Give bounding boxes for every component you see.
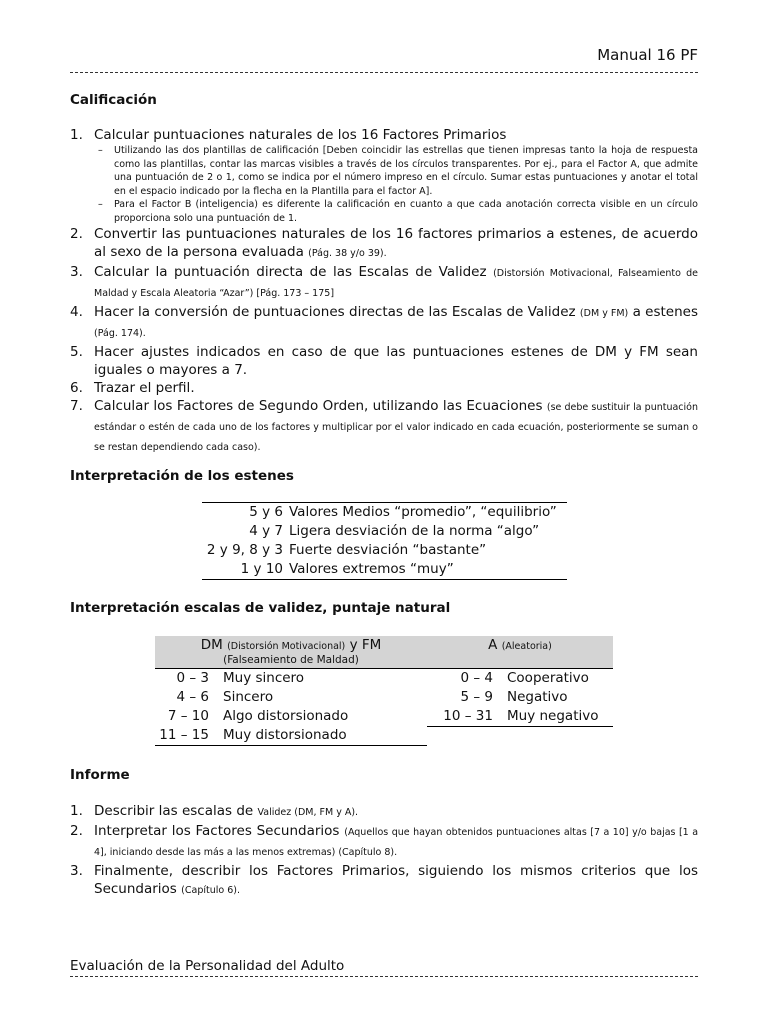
range-cell: 4 y 7 (249, 523, 283, 539)
header-text: A (488, 637, 498, 653)
item-text: Trazar el perfil. (94, 380, 195, 396)
item-text: Hacer la conversión de puntuaciones directas de las Escalas de Validez (94, 304, 576, 320)
header-text: DM (200, 637, 223, 653)
range-cell: 2 y 9, 8 y 3 (206, 542, 283, 558)
item-note: (Pág. 174). (94, 328, 146, 339)
sub-item-text: Utilizando las dos plantillas de calificación [Deben coincidir las estrellas que tienen impresas tanto la hoja de respuesta como las plantillas, contar las marcas visibles a través de los círculos transparentes. Por ej., para el Factor A, que admite una puntuación de 2 o 1, como se indica por el número impreso en el círculo. Sumar estas puntuaciones y anotar el total en el espacio indicado por la flecha en la Plantilla para el factor A]. (114, 145, 698, 197)
sub-item-text: Para el Factor B (inteligencia) es diferente la calificación en cuanto a que cada anotación correcta visible en un círculo proporciona solo una puntuación de 1. (114, 199, 698, 224)
item-number: 3. (70, 264, 83, 280)
item-number: 7. (70, 398, 83, 414)
item-note: (DM y FM) (579, 308, 629, 319)
list-item (70, 802, 698, 822)
left-bottom-rule (155, 745, 427, 746)
calificacion-heading: Calificación (70, 92, 157, 108)
label-cell: Muy distorsionado (223, 727, 347, 743)
range-cell: 0 – 4 (460, 670, 493, 686)
item-text: Interpretar los Factores Secundarios (94, 823, 340, 839)
list-item (70, 225, 698, 263)
item-number: 5. (70, 344, 83, 360)
header-a (427, 637, 613, 653)
list-item (70, 343, 698, 379)
item-note: (Capítulo 6). (181, 885, 240, 896)
table-row (202, 541, 567, 560)
item-text: Calcular la puntuación directa de las Escalas de Validez (94, 264, 487, 280)
list-item (70, 263, 698, 303)
page-footer: Evaluación de la Personalidad del Adulto (70, 958, 345, 974)
list-item (70, 379, 698, 397)
list-item (70, 303, 698, 343)
item-number: 3. (70, 863, 83, 879)
label-cell: Ligera desviación de la norma “algo” (289, 523, 540, 539)
item-number: 4. (70, 304, 83, 320)
item-number: 2. (70, 226, 83, 242)
range-cell: 10 – 31 (443, 708, 493, 724)
label-cell: Cooperativo (507, 670, 589, 686)
sub-item (94, 144, 698, 198)
range-cell: 5 – 9 (460, 689, 493, 705)
item-text: Finalmente, describir los Factores Primarios, siguiendo los mismos criterios que los Secundarios (94, 863, 698, 897)
list-item (70, 862, 698, 900)
label-cell: Fuerte desviación “bastante” (289, 542, 487, 558)
header-note: (Aleatoria) (501, 641, 552, 652)
item-note: Validez (DM, FM y A). (257, 807, 359, 818)
header-divider (70, 72, 698, 73)
range-cell: 7 – 10 (167, 708, 209, 724)
manual-title: Manual 16 PF (597, 46, 698, 64)
estenes-table (202, 502, 567, 580)
item-number: 1. (70, 803, 83, 819)
label-cell: Algo distorsionado (223, 708, 349, 724)
informe-heading: Informe (70, 767, 130, 783)
table-row (202, 522, 567, 541)
right-bottom-rule (427, 726, 613, 727)
header-dm-fm-sub: (Falseamiento de Maldad) (223, 654, 359, 666)
sub-item (94, 198, 698, 225)
table-row (202, 503, 567, 523)
item-text: Describir las escalas de (94, 803, 254, 819)
label-cell: Muy negativo (507, 708, 599, 724)
range-cell: 11 – 15 (159, 727, 209, 743)
label-cell: Sincero (223, 689, 274, 705)
label-cell: Valores extremos “muy” (289, 561, 454, 577)
item-note: (Pág. 38 y/o 39). (308, 248, 387, 259)
informe-list (70, 802, 698, 900)
list-item (70, 397, 698, 457)
bullet: – (98, 199, 103, 210)
validez-heading: Interpretación escalas de validez, puntaje natural (70, 600, 451, 616)
item-text: Convertir las puntuaciones naturales de los 16 factores primarios a estenes, de acuerdo al sexo de la persona evaluada (94, 226, 698, 260)
item-text: Hacer ajustes indicados en caso de que las puntuaciones estenes de DM y FM sean iguales o mayores a 7. (94, 344, 698, 378)
estenes-heading: Interpretación de los estenes (70, 468, 294, 484)
item-number: 1. (70, 127, 83, 143)
label-cell: Negativo (507, 689, 568, 705)
item-note: (se debe sustituir la puntuación estándar o estén de cada uno de los factores y multiplicar por el valor indicado en cada ecuación, posteriormente se suman o se restan dependiendo cada caso). (94, 402, 698, 453)
header-text: y FM (349, 637, 382, 653)
item-number: 2. (70, 823, 83, 839)
range-cell: 0 – 3 (176, 670, 209, 686)
item-number: 6. (70, 380, 83, 396)
range-cell: 1 y 10 (240, 561, 283, 577)
header-dm-fm (155, 637, 427, 653)
item-text: Calcular puntuaciones naturales de los 16 Factores Primarios (94, 127, 507, 143)
list-item (70, 822, 698, 862)
range-cell: 5 y 6 (249, 504, 283, 520)
bullet: – (98, 145, 103, 156)
calificacion-list (70, 126, 698, 457)
label-cell: Muy sincero (223, 670, 305, 686)
item-text: Calcular los Factores de Segundo Orden, utilizando las Ecuaciones (94, 398, 543, 414)
sub-list (94, 144, 698, 225)
table-row (202, 560, 567, 580)
item-text: a estenes (632, 304, 698, 320)
item-note: (Distorsión Motivacional, Falseamiento de Maldad y Escala Aleatoria “Azar”) [Pág. 173 – 175] (94, 268, 698, 299)
label-cell: Valores Medios “promedio”, “equilibrio” (289, 504, 557, 520)
range-cell: 4 – 6 (176, 689, 209, 705)
list-item (70, 126, 698, 225)
header-note: (Distorsión Motivacional) (227, 641, 346, 652)
footer-divider (70, 976, 698, 977)
item-note: (Aquellos que hayan obtenidos puntuaciones altas [7 a 10] y/o bajas [1 a 4], iniciando desde las más a las menos extremas) (Capítulo 8). (94, 827, 699, 858)
